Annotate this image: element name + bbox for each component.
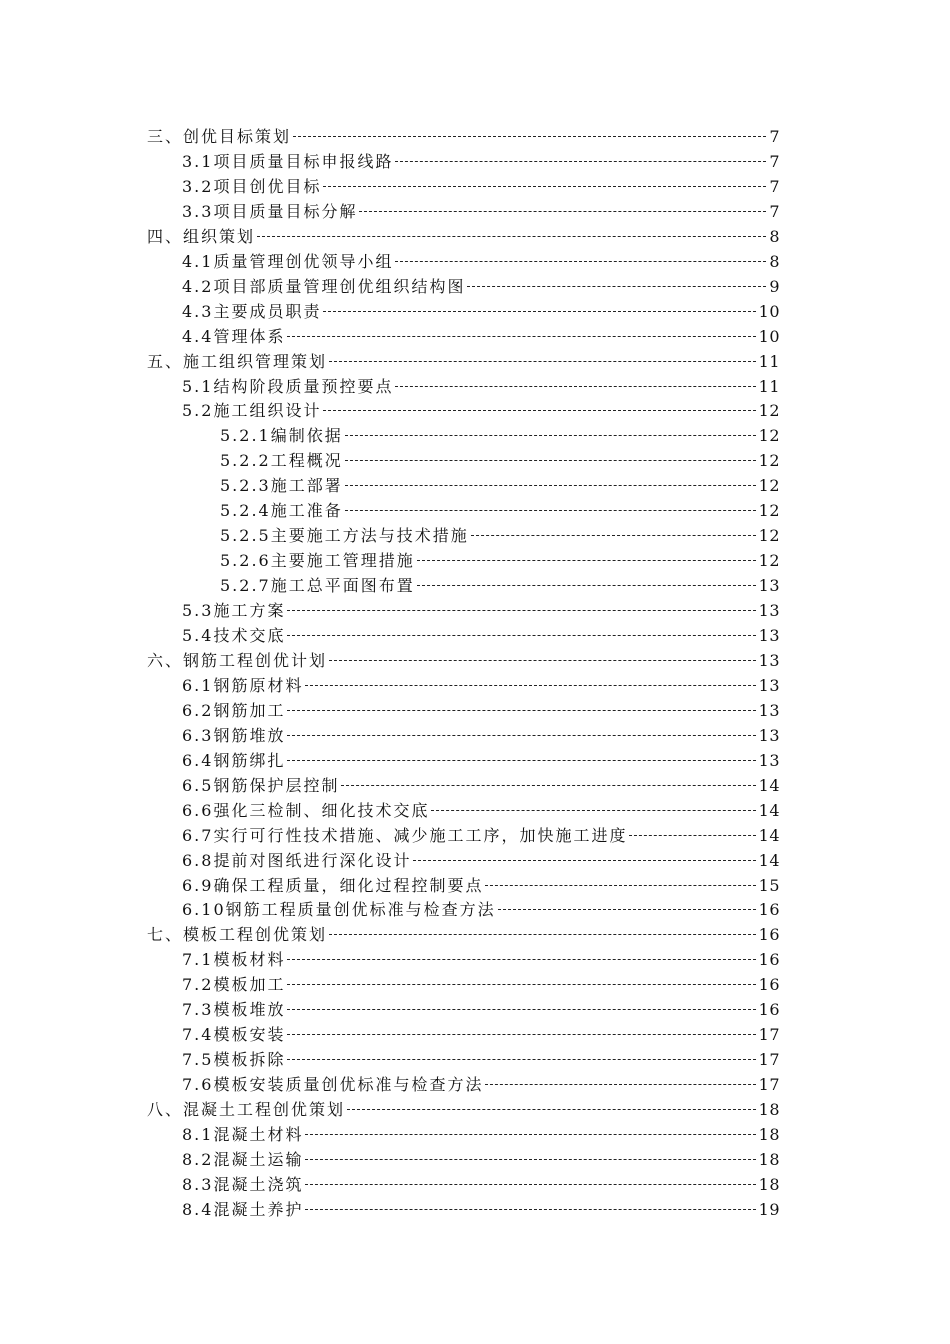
toc-entry[interactable] bbox=[182, 325, 780, 349]
toc-entry[interactable] bbox=[182, 1023, 780, 1047]
toc-leader-line bbox=[345, 435, 756, 437]
toc-entry[interactable] bbox=[182, 749, 780, 773]
toc-entry-page-number: 7 bbox=[769, 127, 780, 146]
toc-leader-line bbox=[417, 585, 756, 587]
toc-leader-line bbox=[323, 311, 755, 313]
toc-entry[interactable] bbox=[147, 350, 780, 374]
toc-entry-title: 5.2施工组织设计 bbox=[182, 401, 322, 421]
toc-entry[interactable] bbox=[182, 948, 780, 972]
toc-leader-line bbox=[305, 1184, 755, 1186]
toc-leader-line bbox=[413, 860, 755, 862]
toc-entry-title: 6.5钢筋保护层控制 bbox=[182, 775, 340, 795]
toc-leader-line bbox=[287, 959, 755, 961]
toc-entry-title: 4.3主要成员职责 bbox=[182, 301, 322, 321]
toc-entry[interactable] bbox=[182, 699, 780, 723]
toc-entry-page-number: 18 bbox=[758, 1100, 780, 1120]
toc-entry-page-number: 13 bbox=[758, 750, 780, 770]
toc-entry-title: 5.4技术交底 bbox=[182, 626, 286, 645]
toc-entry-title: 5.2.5主要施工方法与技术措施 bbox=[220, 526, 469, 546]
toc-entry-page-number: 8 bbox=[769, 251, 780, 271]
toc-leader-line bbox=[345, 485, 756, 487]
toc-entry-page-number: 14 bbox=[758, 775, 780, 795]
toc-leader-line bbox=[293, 136, 766, 138]
toc-leader-line bbox=[629, 835, 755, 837]
toc-entry[interactable] bbox=[182, 973, 780, 997]
toc-entry-title: 5.2.2工程概况 bbox=[220, 451, 343, 471]
toc-entry-page-number: 17 bbox=[758, 1025, 780, 1045]
toc-entry-title: 7.6模板安装质量创优标准与检查方法 bbox=[182, 1075, 484, 1095]
toc-entry[interactable] bbox=[182, 375, 780, 399]
toc-entry-page-number: 17 bbox=[758, 1075, 780, 1095]
toc-leader-line bbox=[329, 934, 756, 936]
toc-entry[interactable] bbox=[182, 998, 780, 1022]
toc-entry-title: 5.2.3施工部署 bbox=[220, 476, 343, 496]
toc-entry-title: 8.2混凝土运输 bbox=[182, 1149, 304, 1169]
toc-entry-title: 4.4管理体系 bbox=[182, 326, 286, 346]
toc-entry-title: 6.10钢筋工程质量创优标准与检查方法 bbox=[182, 900, 496, 920]
toc-entry-page-number: 13 bbox=[758, 601, 780, 621]
toc-entry-page-number: 12 bbox=[758, 551, 780, 571]
toc-entry[interactable] bbox=[147, 125, 780, 149]
toc-entry-title: 六、钢筋工程创优计划 bbox=[147, 650, 328, 670]
toc-leader-line bbox=[329, 361, 756, 363]
toc-leader-line bbox=[431, 810, 755, 812]
toc-entry-title: 6.7实行可行性技术措施、减少施工工序，加快施工进度 bbox=[182, 825, 628, 845]
toc-leader-line bbox=[305, 1134, 755, 1136]
toc-entry-page-number: 12 bbox=[758, 526, 780, 546]
toc-entry-title: 3.1项目质量目标申报线路 bbox=[182, 151, 394, 171]
toc-entry[interactable] bbox=[147, 649, 780, 673]
toc-entry-title: 5.2.4施工准备 bbox=[220, 501, 343, 521]
toc-entry-page-number: 14 bbox=[758, 825, 780, 845]
toc-entry-page-number: 12 bbox=[758, 426, 780, 446]
toc-entry[interactable] bbox=[182, 1148, 780, 1172]
toc-entry[interactable] bbox=[147, 1098, 780, 1122]
toc-entry-title: 5.2.6主要施工管理措施 bbox=[220, 551, 415, 571]
toc-entry-page-number: 12 bbox=[758, 401, 780, 421]
toc-entry-title: 5.3施工方案 bbox=[182, 601, 286, 621]
toc-leader-line bbox=[287, 1009, 755, 1011]
toc-entry[interactable] bbox=[220, 549, 780, 573]
toc-entry-title: 6.3钢筋堆放 bbox=[182, 725, 286, 745]
toc-leader-line bbox=[417, 560, 756, 562]
toc-entry-page-number: 7 bbox=[769, 151, 780, 171]
toc-entry-page-number: 13 bbox=[758, 675, 780, 695]
toc-leader-line bbox=[323, 410, 755, 412]
toc-entry-page-number: 12 bbox=[758, 476, 780, 496]
toc-entry-page-number: 19 bbox=[758, 1199, 780, 1219]
toc-leader-line bbox=[395, 161, 766, 163]
toc-entry[interactable] bbox=[220, 474, 780, 498]
toc-entry-page-number: 10 bbox=[758, 326, 780, 346]
toc-entry[interactable] bbox=[182, 799, 780, 823]
toc-entry[interactable] bbox=[220, 574, 780, 598]
toc-entry[interactable] bbox=[182, 898, 780, 922]
toc-leader-line bbox=[347, 1109, 756, 1111]
toc-entry-title: 7.3模板堆放 bbox=[182, 1000, 286, 1020]
toc-entry-page-number: 12 bbox=[758, 501, 780, 521]
toc-entry-title: 7.1模板材料 bbox=[182, 950, 286, 970]
toc-entry-page-number: 15 bbox=[758, 875, 780, 895]
toc-entry-title: 6.6强化三检制、细化技术交底 bbox=[182, 800, 430, 820]
toc-entry-page-number: 16 bbox=[758, 950, 780, 970]
toc-entry[interactable] bbox=[182, 624, 780, 648]
toc-entry[interactable] bbox=[182, 1123, 780, 1147]
toc-entry-page-number: 16 bbox=[758, 925, 780, 945]
toc-entry-page-number: 14 bbox=[758, 800, 780, 820]
toc-leader-line bbox=[287, 1034, 755, 1036]
toc-entry-title: 7.2模板加工 bbox=[182, 975, 286, 995]
toc-entry[interactable] bbox=[220, 449, 780, 473]
toc-entry-title: 5.2.7施工总平面图布置 bbox=[220, 576, 415, 596]
toc-entry-title: 八、混凝土工程创优策划 bbox=[147, 1100, 346, 1120]
toc-entry[interactable] bbox=[182, 399, 780, 423]
toc-entry-page-number: 18 bbox=[758, 1125, 780, 1144]
toc-leader-line bbox=[485, 1084, 755, 1086]
toc-leader-line bbox=[395, 386, 755, 388]
toc-entry-title: 5.1结构阶段质量预控要点 bbox=[182, 376, 394, 396]
toc-entry-title: 6.1钢筋原材料 bbox=[182, 675, 304, 695]
toc-entry-page-number: 16 bbox=[758, 975, 780, 995]
toc-leader-line bbox=[287, 735, 755, 737]
toc-leader-line bbox=[323, 186, 766, 188]
toc-entry[interactable] bbox=[182, 1173, 780, 1197]
toc-leader-line bbox=[287, 710, 755, 712]
toc-leader-line bbox=[287, 635, 755, 637]
toc-entry-title: 8.3混凝土浇筑 bbox=[182, 1174, 304, 1194]
toc-entry-title: 三、创优目标策划 bbox=[147, 127, 292, 146]
toc-entry-page-number: 18 bbox=[758, 1149, 780, 1169]
toc-leader-line bbox=[287, 336, 755, 338]
toc-entry[interactable] bbox=[220, 499, 780, 523]
toc-entry-page-number: 13 bbox=[758, 700, 780, 720]
toc-entry[interactable] bbox=[182, 674, 780, 698]
toc-entry-title: 五、施工组织管理策划 bbox=[147, 351, 328, 371]
toc-entry-title: 3.3项目质量目标分解 bbox=[182, 201, 358, 221]
toc-entry[interactable] bbox=[182, 250, 780, 274]
toc-leader-line bbox=[485, 885, 755, 887]
toc-entry[interactable] bbox=[182, 724, 780, 748]
toc-entry-title: 5.2.1编制依据 bbox=[220, 426, 343, 446]
toc-leader-line bbox=[359, 211, 766, 213]
toc-leader-line bbox=[257, 236, 766, 238]
toc-entry[interactable] bbox=[182, 849, 780, 873]
toc-leader-line bbox=[498, 909, 756, 911]
toc-entry-title: 7.5模板拆除 bbox=[182, 1050, 286, 1070]
toc-entry-page-number: 12 bbox=[758, 451, 780, 471]
toc-entry[interactable] bbox=[182, 1073, 780, 1097]
toc-entry[interactable] bbox=[182, 150, 780, 174]
toc-entry-page-number: 11 bbox=[758, 376, 780, 396]
toc-entry-page-number: 13 bbox=[758, 576, 780, 596]
toc-leader-line bbox=[305, 1159, 755, 1161]
toc-entry-title: 4.1质量管理创优领导小组 bbox=[182, 251, 394, 271]
toc-entry-title: 6.2钢筋加工 bbox=[182, 700, 286, 720]
toc-leader-line bbox=[287, 1059, 755, 1061]
toc-entry-page-number: 13 bbox=[758, 626, 780, 645]
toc-entry-title: 8.4混凝土养护 bbox=[182, 1199, 304, 1219]
toc-entry-page-number: 13 bbox=[758, 725, 780, 745]
toc-entry-page-number: 14 bbox=[758, 850, 780, 870]
toc-entry-page-number: 9 bbox=[769, 276, 780, 296]
toc-entry[interactable] bbox=[147, 225, 780, 249]
toc-entry-title: 7.4模板安装 bbox=[182, 1025, 286, 1045]
toc-leader-line bbox=[287, 760, 755, 762]
toc-entry[interactable] bbox=[147, 923, 780, 947]
toc-entry[interactable] bbox=[182, 1198, 780, 1222]
toc-entry-page-number: 13 bbox=[758, 650, 780, 670]
toc-entry-page-number: 10 bbox=[758, 301, 780, 321]
toc-entry[interactable] bbox=[182, 200, 780, 224]
toc-entry[interactable] bbox=[220, 524, 780, 548]
toc-entry[interactable] bbox=[182, 774, 780, 798]
toc-entry[interactable] bbox=[220, 424, 780, 448]
toc-entry-title: 七、模板工程创优策划 bbox=[147, 925, 328, 945]
toc-entry-title: 3.2项目创优目标 bbox=[182, 176, 322, 196]
toc-leader-line bbox=[329, 660, 756, 662]
toc-entry[interactable] bbox=[182, 874, 780, 898]
toc-leader-line bbox=[395, 261, 766, 263]
toc-entry-title: 4.2项目部质量管理创优组织结构图 bbox=[182, 276, 466, 296]
toc-leader-line bbox=[471, 535, 756, 537]
toc-entry-page-number: 16 bbox=[758, 900, 780, 920]
toc-entry[interactable] bbox=[182, 300, 780, 324]
toc-entry-title: 6.9确保工程质量，细化过程控制要点 bbox=[182, 875, 484, 895]
toc-leader-line bbox=[467, 286, 766, 288]
toc-entry[interactable] bbox=[182, 599, 780, 623]
toc-entry-page-number: 7 bbox=[769, 176, 780, 196]
toc-leader-line bbox=[305, 1209, 755, 1211]
toc-leader-line bbox=[287, 984, 755, 986]
toc-entry[interactable] bbox=[182, 824, 780, 848]
toc-leader-line bbox=[305, 685, 755, 687]
toc-entry-page-number: 11 bbox=[758, 351, 780, 371]
toc-leader-line bbox=[287, 610, 755, 612]
toc-entry-page-number: 16 bbox=[758, 1000, 780, 1020]
toc-leader-line bbox=[345, 510, 756, 512]
toc-entry[interactable] bbox=[182, 1048, 780, 1072]
toc-entry[interactable] bbox=[182, 175, 780, 199]
toc-entry-title: 6.8提前对图纸进行深化设计 bbox=[182, 850, 412, 870]
toc-leader-line bbox=[341, 785, 755, 787]
toc-entry-title: 6.4钢筋绑扎 bbox=[182, 750, 286, 770]
toc-entry-title: 8.1混凝土材料 bbox=[182, 1125, 304, 1144]
toc-entry-page-number: 7 bbox=[769, 201, 780, 221]
toc-entry-page-number: 17 bbox=[758, 1050, 780, 1070]
toc-leader-line bbox=[345, 460, 756, 462]
toc-entry-title: 四、组织策划 bbox=[147, 226, 256, 246]
toc-entry-page-number: 8 bbox=[769, 226, 780, 246]
toc-entry[interactable] bbox=[182, 275, 780, 299]
toc-entry-page-number: 18 bbox=[758, 1174, 780, 1194]
